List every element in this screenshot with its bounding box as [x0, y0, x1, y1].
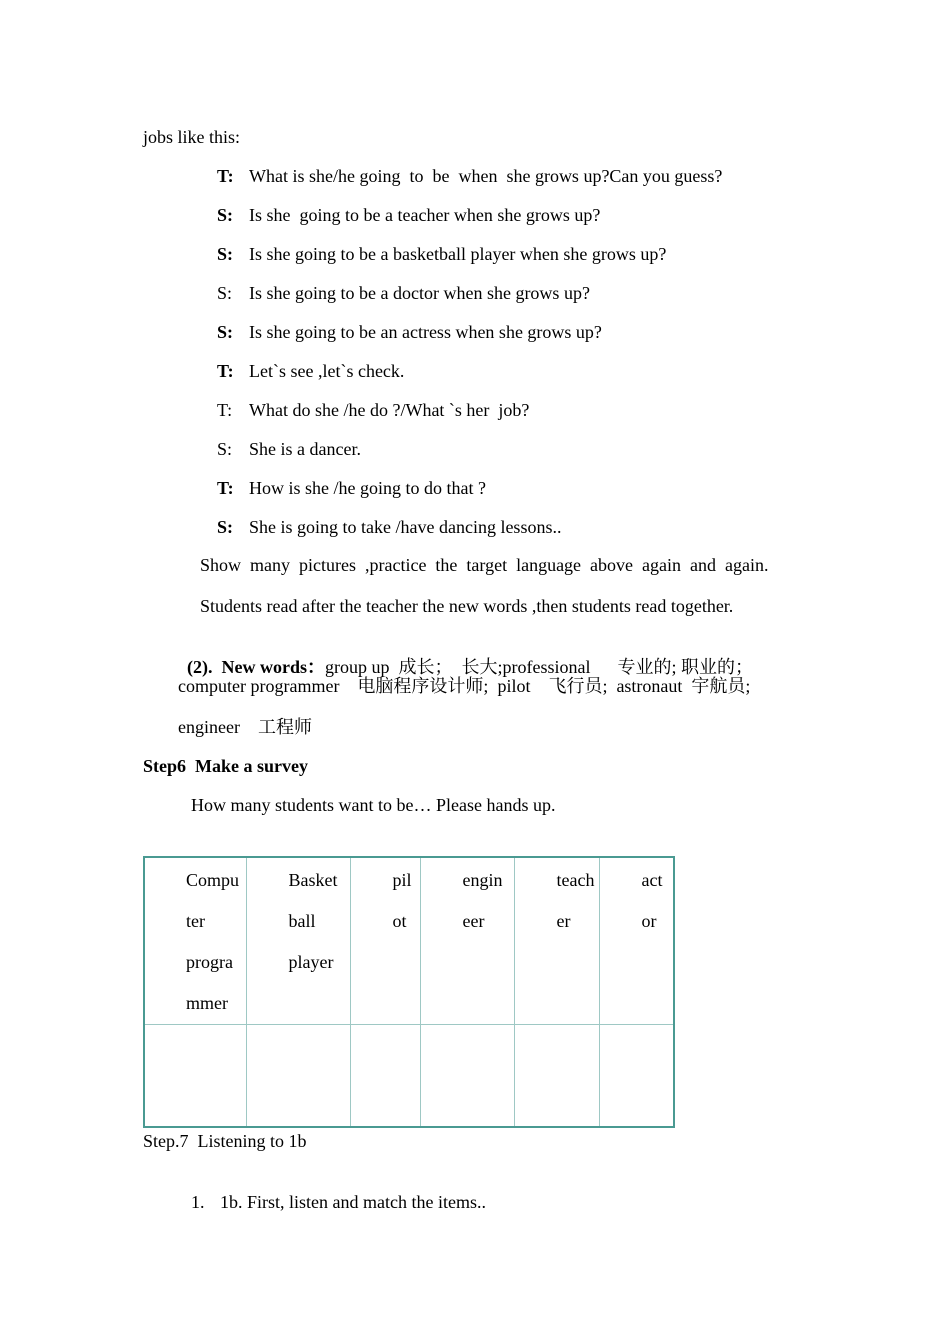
step7-title: Step.7 Listening to 1b [143, 1131, 307, 1151]
practice-text: Show many pictures ,practice the target language above again and again. [200, 555, 769, 575]
dialog-text: What do she /he do ?/What `s her job? [249, 400, 530, 420]
header-cell-basketball-player [246, 857, 350, 1025]
header-text-fragment: player [288, 952, 334, 972]
dialog-speaker: S: [217, 205, 234, 225]
answer-cell[interactable] [599, 1025, 674, 1128]
dialog-speaker: S: [217, 283, 233, 303]
header-text-fragment: act [641, 870, 663, 890]
header-text-fragment: pil [392, 870, 412, 890]
header-text-fragment: Compu [186, 870, 240, 890]
intro-text: jobs like this: [143, 127, 241, 147]
dialog-text: Is she going to be a teacher when she grows up? [249, 205, 601, 225]
step7-item-number: 1. [191, 1192, 205, 1212]
dialog-text: Is she going to be a basketball player when she grows up? [249, 244, 667, 264]
dialog-line [217, 204, 600, 226]
dialog-text: How is she /he going to do that ? [249, 478, 486, 498]
header-text-fragment: er [556, 911, 571, 931]
dialog-line [217, 321, 602, 343]
header-text-fragment: mmer [186, 993, 228, 1013]
answer-cell[interactable] [420, 1025, 514, 1128]
dialog-speaker: S: [217, 439, 233, 459]
header-text-fragment: Basket [288, 870, 338, 890]
dialog-speaker: S: [217, 322, 234, 342]
dialog-text: She is a dancer. [249, 439, 361, 459]
dialog-line [217, 360, 404, 382]
answer-cell[interactable] [246, 1025, 350, 1128]
step6-question: How many students want to be… Please hands up. [191, 795, 556, 815]
dialog-text: Is she going to be a doctor when she grows up? [249, 283, 590, 303]
header-text-fragment: ot [392, 911, 407, 931]
header-cell-actor [599, 857, 674, 1025]
dialog-speaker: T: [217, 166, 234, 186]
step7-item [182, 1169, 486, 1213]
dialog-speaker: T: [217, 361, 234, 381]
dialog-line [217, 282, 590, 304]
header-cell-pilot [350, 857, 420, 1025]
new-words-line1 [178, 634, 753, 678]
header-cell-computer-programmer [144, 857, 246, 1025]
dialog-line [217, 477, 486, 499]
dialog-speaker: S: [217, 244, 234, 264]
new-words-line3: engineer 工程师 [178, 717, 312, 737]
dialog-text: What is she/he going to be when she grows up?Can you guess? [249, 166, 723, 186]
dialog-speaker: S: [217, 517, 234, 537]
header-text-fragment: engin [462, 870, 503, 890]
header-text-fragment: progra [186, 952, 233, 972]
dialog-line [217, 243, 666, 265]
dialog-text: Is she going to be an actress when she grows up? [249, 322, 602, 342]
answer-cell[interactable] [514, 1025, 599, 1128]
dialog-speaker: T: [217, 400, 233, 420]
dialog-text: Let`s see ,let`s check. [249, 361, 405, 381]
read-text: Students read after the teacher the new words ,then students read together. [200, 596, 734, 616]
new-words-line2: computer programmer 电脑程序设计师; pilot 飞行员; astronaut 宇航员; [178, 676, 751, 696]
survey-table [143, 856, 675, 1128]
step6-title: Step6 Make a survey [143, 756, 308, 776]
header-text-fragment: teach [556, 870, 595, 890]
header-cell-engineer [420, 857, 514, 1025]
new-words-label: (2). New words： [187, 657, 325, 677]
survey-header-row [144, 857, 674, 1025]
header-text-fragment: or [641, 911, 657, 931]
header-text-fragment: ter [186, 911, 205, 931]
step7-item-text: 1b. First, listen and match the items.. [220, 1192, 486, 1212]
dialog-speaker: T: [217, 478, 234, 498]
new-words-text1: group up 成长； 长大;professional 专业的; 职业的； [324, 657, 753, 677]
survey-answer-row [144, 1025, 674, 1128]
dialog-line [217, 165, 722, 187]
answer-cell[interactable] [350, 1025, 420, 1128]
dialog-line [217, 516, 561, 538]
dialog-line [217, 399, 529, 421]
header-text-fragment: eer [462, 911, 485, 931]
header-text-fragment: ball [288, 911, 316, 931]
dialog-text: She is going to take /have dancing lessons.. [249, 517, 562, 537]
answer-cell[interactable] [144, 1025, 246, 1128]
dialog-line [217, 438, 361, 460]
header-cell-teacher [514, 857, 599, 1025]
